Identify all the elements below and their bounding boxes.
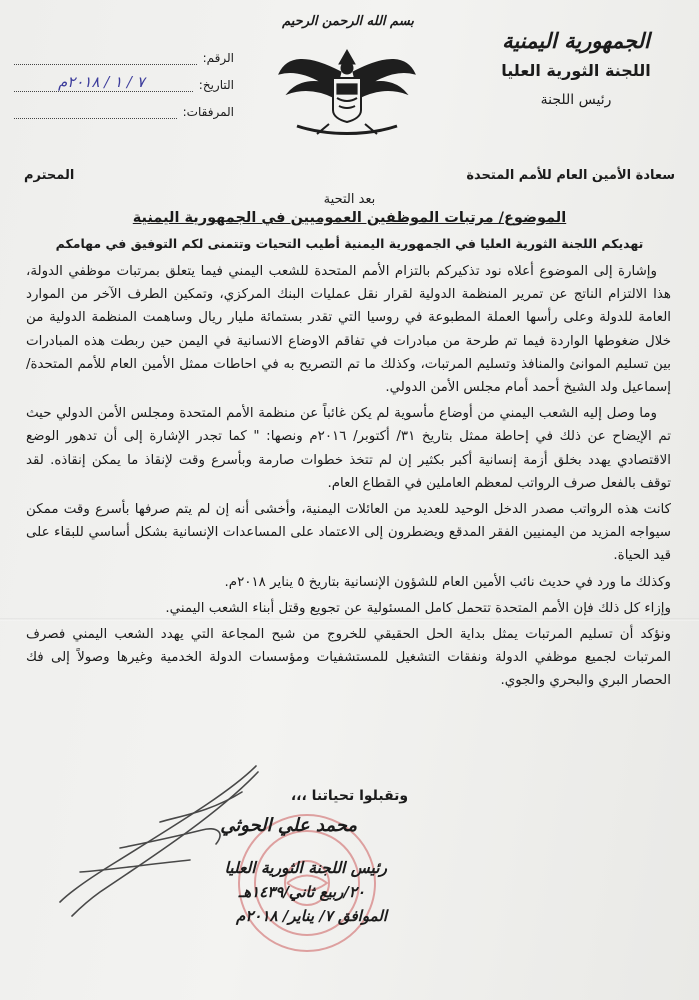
date-line [14, 73, 193, 92]
reference-number-line [14, 50, 197, 65]
hijri-date: ٢٠/ربيع ثاني/١٤٣٩هـ [238, 883, 365, 901]
closing-line: وتقبلوا تحياتنا ،،، [290, 788, 409, 804]
signatory-name: محمد علي الحوثي [220, 815, 357, 836]
handwritten-date: ٧ / ١ / ٢٠١٨م [57, 73, 145, 91]
republic-name: الجمهورية اليمنية [502, 28, 650, 53]
date-label: التاريخ: [198, 78, 234, 92]
intro-line: تهديكم اللجنة الثورية العليا في الجمهورية اليمنية أطيب التحيات وتتمنى لكم التوفيق في مهامكم [55, 236, 644, 251]
body-paragraph: وإشارة إلى الموضوع أعلاه نود تذكيركم بالتزام الأمم المتحدة للشعب اليمني فيما يتعلق بمرتبات موظفي الدولة، هذا الالتزام الناتج عن تمرير المنظمة الدولية لقرار نقل عمليات البنك المركزي، وتمكين الطرف الآخر من الموارد العامة للدولة وعلى رأسها العملة المطبوعة في روسيا التي تقدر بستمائة مليار ريال وساهمت المنظمة الدولية من خلال ضغوطها الواردة فيما تم طرحة من مبادرات في تفاقم الاوضاع الانسانية في اليمن حين ربطت هذه المبادرات بين تسليم الموانئ والمنافذ وتسليم المرتبات، وكذلك ما تم التصريح به في احاطات ممثل الأمين العام للأمم المتحدة/ إسماعيل ولد الشيخ أحمد أمام مجلس الأمن الدولي. [26, 264, 671, 396]
attachments-row [14, 96, 234, 119]
basmala-calligraphy: بسم الله الرحمن الرحيم [282, 14, 414, 29]
addressee-row [24, 168, 675, 183]
committee-name: اللجنة الثورية العليا [501, 61, 651, 80]
signature-block [220, 815, 387, 925]
body-paragraph: وكذلك ما ورد في حديث نائب الأمين العام للشؤون الإنسانية بتاريخ ٥ يناير ٢٠١٨م. [224, 574, 671, 590]
attachments-line [14, 104, 177, 119]
chairman-title: رئيس اللجنة [540, 92, 612, 108]
reference-number-label: الرقم: [202, 51, 234, 65]
body-paragraph: ونؤكد أن تسليم المرتبات يمثل بداية الحل الحقيقي للخروج من شبح المجاعة التي يهدد الشعب اليمني فصرف المرتبات لجميع موظفي الدولة ونفقات التشغيل للمستشفيات ومؤسسات الدولة الخدمية وغيرها وصولاً إلى فك الحصار البري والبحري والجوي. [26, 627, 671, 689]
gregorian-date: الموافق ٧/ يناير/ ٢٠١٨م [236, 907, 387, 925]
date-row [14, 69, 234, 92]
reference-fields [14, 42, 234, 123]
letter-body [26, 260, 671, 693]
signatory-title: رئيس اللجنة الثورية العليا [224, 858, 387, 877]
addressee: سعادة الأمين العام للأمم المتحدة [466, 168, 675, 183]
body-paragraph: كانت هذه الرواتب مصدر الدخل الوحيد للعديد من العائلات اليمنية، وأخشى أنه إن لم يتم صرفها بأسرع وقت ممكن سيواجه المزيد من اليمنيين الفقر المدقع ويضطرون إلى الاعتماد على المساعدات الإنسانية بشكل أساسي للبقاء على قيد الحياة. [26, 502, 671, 564]
body-paragraph: وإزاء كل ذلك فإن الأمم المتحدة تتحمل كامل المسئولية عن تجويع وقتل أبناء الشعب اليمني. [165, 600, 671, 616]
greeting: بعد التحية [323, 192, 376, 207]
honorific: المحترم [24, 168, 75, 183]
body-paragraph: وما وصل إليه الشعب اليمني من أوضاع مأسوية لم يكن غائباً عن منظمة الأمم المتحدة ومجلس الأمن الدولي حيث تم الإيضاح عن ذلك في إحاطة ممثل بتاريخ ٣١/ أكتوبر/ ٢٠١٦م ونصها: " كما تجدر الإشارة إلى أن تدهور الوضع الاقتصادي يهدد بخلق أزمة إنسانية أكبر بكثير إن لم تتخذ خطوات صارمة وبأسرع وقت لإنقاذ ما يمكن إنقاذه. لقد توقف بالفعل صرف الرواتب لمعظم العاملين في القطاع العام. [26, 406, 671, 491]
subject-line: الموضوع/ مرتبات الموظفين العموميين في الجمهورية اليمنية [132, 210, 567, 226]
attachments-label: المرفقات: [182, 105, 234, 119]
letterhead [481, 28, 671, 108]
yemen-eagle-emblem-icon [277, 44, 417, 136]
reference-number-row [14, 42, 234, 65]
